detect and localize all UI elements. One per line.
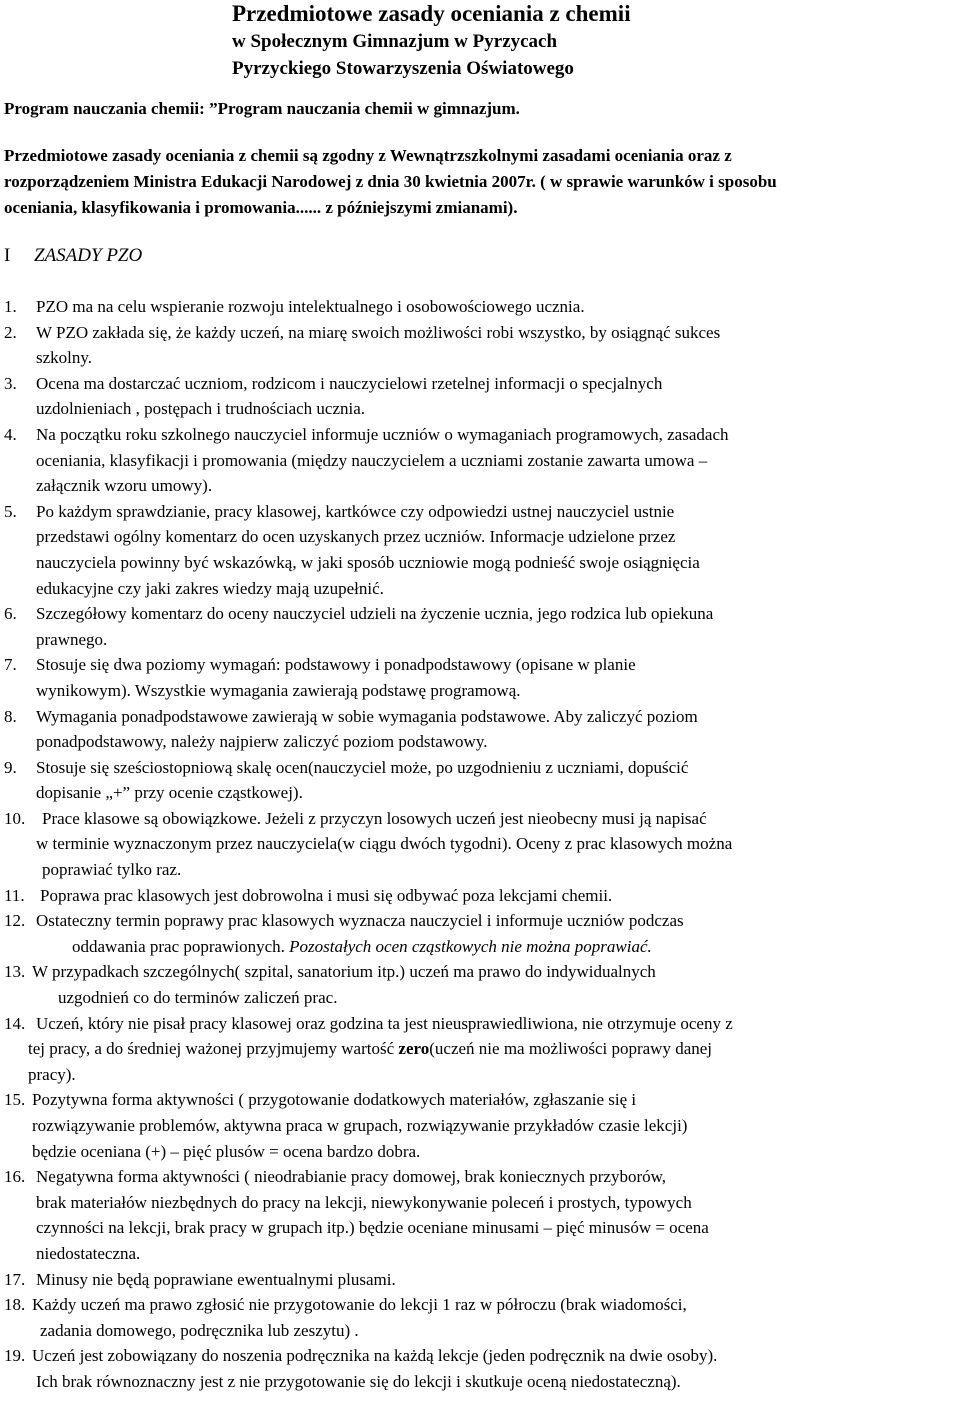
rule-item-10 xyxy=(4,806,958,883)
rule-line: załącznik wzoru umowy). xyxy=(36,476,213,496)
page-title: Przedmiotowe zasady oceniania z chemii xyxy=(232,1,631,26)
rule-number: 17. xyxy=(4,1269,26,1289)
rule-number: 4. xyxy=(4,424,17,444)
rule-line: prawnego. xyxy=(36,629,108,649)
intro-line: oceniania, klasyfikowania i promowania...... z późniejszymi zmianami). xyxy=(4,198,518,217)
rule-item-19 xyxy=(4,1343,958,1394)
rule-line: edukacyjne czy jaki zakres wiedzy mają uzupełnić. xyxy=(36,578,384,598)
rule-line xyxy=(28,1036,958,1062)
rule-line: Ocena ma dostarczać uczniom, rodzicom i nauczycielowi rzetelnej informacji o specjalnych xyxy=(36,373,663,393)
section-name: ZASADY PZO xyxy=(34,245,143,266)
rule-item-12 xyxy=(4,908,958,959)
rule-number: 2. xyxy=(4,322,17,342)
rule-item-5 xyxy=(4,499,958,601)
rule-item-7 xyxy=(4,652,958,703)
program-line: Program nauczania chemii: ”Program nauczania chemii w gimnazjum. xyxy=(4,99,520,118)
rule-number: 15. xyxy=(4,1090,26,1110)
rule-item-16 xyxy=(4,1164,958,1266)
rule-line: Po każdym sprawdzianie, pracy klasowej, kartkówce czy odpowiedzi ustnej nauczyciel ustnie xyxy=(36,501,675,521)
rule-line: poprawiać tylko raz. xyxy=(42,860,182,880)
rule-number: 7. xyxy=(4,655,17,675)
rule-line: Negatywna forma aktywności ( nieodrabianie pracy domowej, brak koniecznych przyborów, xyxy=(36,1167,667,1187)
rule-item-14 xyxy=(4,1011,958,1088)
rule-line: Na początku roku szkolnego nauczyciel informuje uczniów o wymaganiach programowych, zasadach xyxy=(36,424,729,444)
rule-line: nauczyciela powinny być wskazówką, w jaki sposób uczniowie mogą podnieść swoje osiągnięcia xyxy=(36,552,700,572)
page-subtitle-school: w Społecznym Gimnazjum w Pyrzycach xyxy=(232,31,558,52)
rule-line xyxy=(36,934,958,960)
rule-number: 9. xyxy=(4,757,17,777)
rule-number: 10. xyxy=(4,808,26,828)
rule-line: Prace klasowe są obowiązkowe. Jeżeli z przyczyn losowych uczeń jest nieobecny musi ją napisać xyxy=(42,808,707,828)
rule-item-3 xyxy=(4,371,958,422)
rule-item-17 xyxy=(4,1267,958,1293)
rule-item-6 xyxy=(4,601,958,652)
rule-line: Uczeń jest zobowiązany do noszenia podręcznika na każdą lekcje (jeden podręcznik na dwie osoby). xyxy=(32,1346,718,1366)
rule-line: w terminie wyznaczonym przez nauczyciela(w ciągu dwóch tygodni). Oceny z prac klasowych można xyxy=(36,834,733,854)
rule-line: niedostateczna. xyxy=(36,1243,141,1263)
rule-text: oddawania prac poprawionych. xyxy=(72,936,290,956)
rule-item-13 xyxy=(4,959,958,1010)
rule-line: rozwiązywanie problemów, aktywna praca w grupach, rozwiązywanie przykładów czasie lekcji) xyxy=(32,1116,688,1135)
rule-line: pracy). xyxy=(28,1064,76,1084)
rule-line: W PZO zakłada się, że każdy uczeń, na miarę swoich możliwości robi wszystko, by osiągnąć sukces xyxy=(36,322,721,342)
rule-number: 11. xyxy=(4,885,25,905)
rule-number: 16. xyxy=(4,1167,26,1187)
rule-number: 14. xyxy=(4,1013,26,1033)
rule-line: Ich brak równoznaczny jest z nie przygotowanie się do lekcji i skutkuje oceną niedostateczną). xyxy=(36,1371,681,1391)
rule-number: 19. xyxy=(4,1346,26,1366)
rule-line: ponadpodstawowy, należy najpierw zaliczyć poziom podstawowy. xyxy=(36,732,488,752)
rule-number: 18. xyxy=(4,1295,26,1315)
rule-number: 13. xyxy=(4,962,26,982)
rule-item-9 xyxy=(4,755,958,806)
rule-line: czynności na lekcji, brak pracy w grupach itp.) będzie oceniane minusami – pięć minusów = ocena xyxy=(36,1218,709,1238)
rule-line: Stosuje się sześciostopniową skalę ocen(nauczyciel może, po uzgodnieniu z uczniami, dopuścić xyxy=(36,757,689,777)
page-subtitle-association: Pyrzyckiego Stowarzyszenia Oświatowego xyxy=(232,58,574,79)
rule-line: oceniania, klasyfikacji i promowania (między nauczycielem a uczniami zostanie zawarta umowa – xyxy=(36,450,708,470)
rule-line: PZO ma na celu wspieranie rozwoju intelektualnego i osobowościowego ucznia. xyxy=(36,297,585,316)
rule-bold-word: zero xyxy=(398,1039,430,1059)
rule-line: Poprawa prac klasowych jest dobrowolna i musi się odbywać poza lekcjami chemii. xyxy=(40,885,613,905)
rule-text: tej pracy, a do średniej ważonej przyjmujemy wartość xyxy=(28,1039,399,1059)
rule-line: Szczegółowy komentarz do oceny nauczyciel udzieli na życzenie ucznia, jego rodzica lub opiekuna xyxy=(36,604,714,624)
rule-number: 6. xyxy=(4,604,17,624)
rule-line: uzgodnień co do terminów zaliczeń prac. xyxy=(58,988,338,1008)
section-heading xyxy=(4,243,142,269)
rule-item-1 xyxy=(4,294,958,320)
rule-line: wynikowym). Wszystkie wymagania zawierają podstawę programową. xyxy=(36,680,521,700)
rule-line: W przypadkach szczególnych( szpital, sanatorium itp.) uczeń ma prawo do indywidualnych xyxy=(32,962,656,982)
header xyxy=(232,0,631,82)
rule-line: Wymagania ponadpodstawowe zawierają w sobie wymagania podstawowe. Aby zaliczyć poziom xyxy=(36,706,698,726)
rule-text: (uczeń nie ma możliwości poprawy danej xyxy=(429,1039,713,1059)
rule-line: Stosuje się dwa poziomy wymagań: podstawowy i ponadpodstawowy (opisane w planie xyxy=(36,655,636,675)
rule-number: 1. xyxy=(4,297,17,316)
rule-item-4 xyxy=(4,422,958,499)
rule-number: 3. xyxy=(4,373,17,393)
rule-number: 8. xyxy=(4,706,17,726)
rule-item-2 xyxy=(4,320,958,371)
intro-paragraph xyxy=(4,143,954,221)
rule-line: brak materiałów niezbędnych do pracy na lekcji, niewykonywanie poleceń i prostych, typowych xyxy=(36,1192,692,1212)
rule-number: 5. xyxy=(4,501,17,521)
rule-item-8 xyxy=(4,704,958,755)
rule-item-15 xyxy=(4,1087,958,1164)
rule-line: uzdolnieniach , postępach i trudnościach ucznia. xyxy=(36,399,366,419)
rule-line: Ostateczny termin poprawy prac klasowych wyznacza nauczyciel i informuje uczniów podczas xyxy=(36,911,684,931)
section-number: I xyxy=(4,245,11,266)
rules-list xyxy=(4,294,958,1395)
rule-line: dopisanie „+” przy ocenie cząstkowej). xyxy=(36,783,303,803)
rule-line: szkolny. xyxy=(36,348,93,368)
rule-item-11 xyxy=(4,883,958,909)
rule-line: Uczeń, który nie pisał pracy klasowej oraz godzina ta jest nieusprawiedliwiona, nie otrzymuje oceny z xyxy=(36,1013,733,1033)
intro-line: Przedmiotowe zasady oceniania z chemii są zgodny z Wewnątrzszkolnymi zasadami oceniania oraz z xyxy=(4,146,732,165)
rule-line: Pozytywna forma aktywności ( przygotowanie dodatkowych materiałów, zgłaszanie się i xyxy=(32,1090,637,1110)
rule-item-18 xyxy=(4,1292,958,1343)
rule-line: będzie oceniana (+) – pięć plusów = ocena bardzo dobra. xyxy=(32,1141,421,1161)
rule-line: przedstawi ogólny komentarz do ocen uzyskanych przez uczniów. Informacje udzielone przez xyxy=(36,527,676,547)
intro-line: rozporządzeniem Ministra Edukacji Narodowej z dnia 30 kwietnia 2007r. ( w sprawie warunków i sposobu xyxy=(4,172,777,191)
rule-number: 12. xyxy=(4,911,26,931)
rule-line: zadania domowego, podręcznika lub zeszytu) . xyxy=(40,1320,359,1340)
rule-line: Minusy nie będą poprawiane ewentualnymi plusami. xyxy=(36,1269,396,1289)
rule-line: Każdy uczeń ma prawo zgłosić nie przygotowanie do lekcji 1 raz w półroczu (brak wiadomości, xyxy=(32,1295,687,1315)
rule-italic-text: Pozostałych ocen cząstkowych nie można poprawiać. xyxy=(289,936,652,956)
